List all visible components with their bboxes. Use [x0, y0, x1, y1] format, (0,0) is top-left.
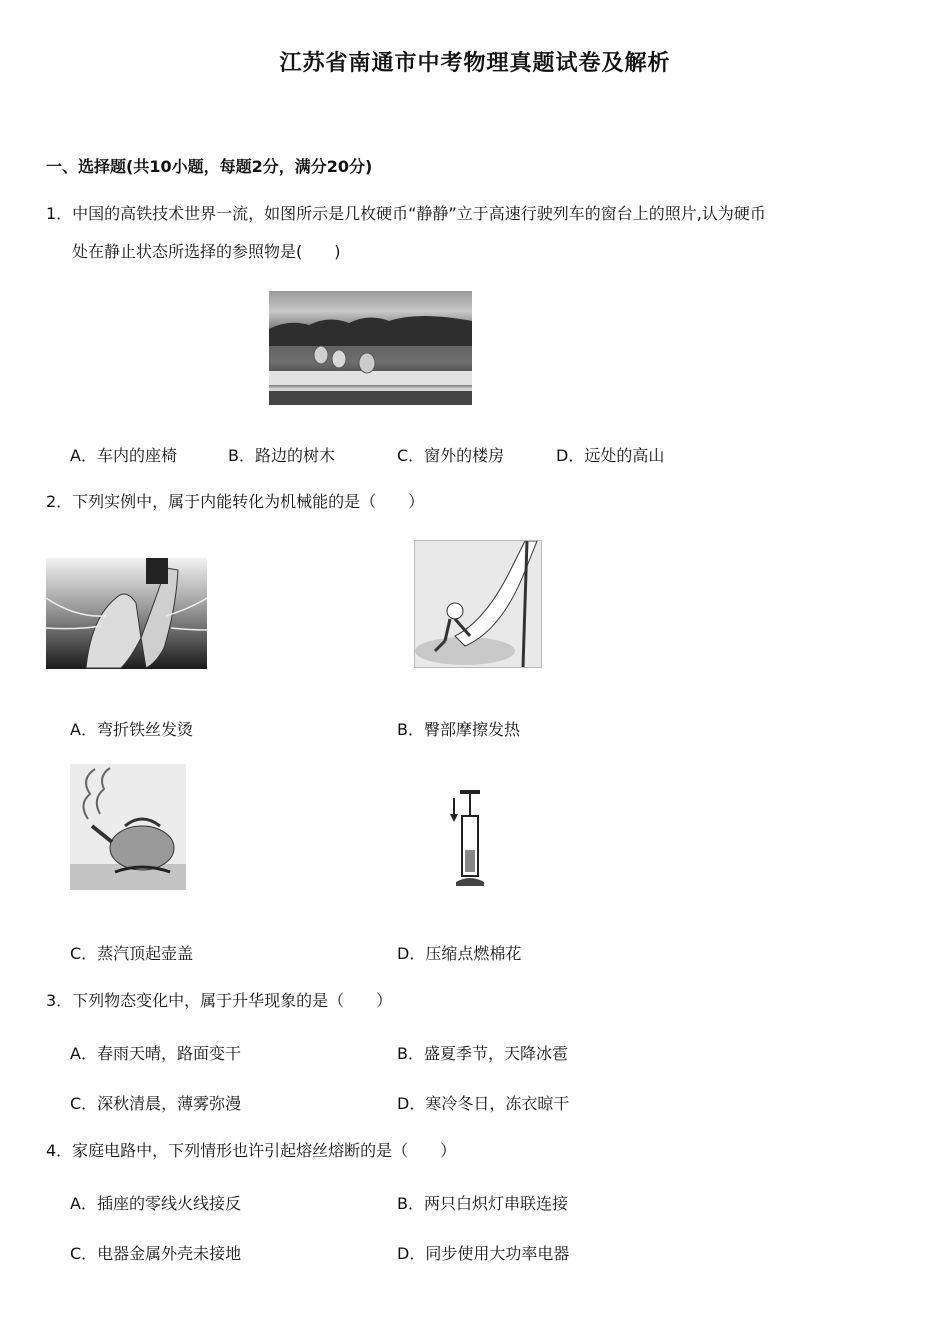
- page-title: 江苏省南通市中考物理真题试卷及解析: [279, 51, 671, 76]
- question-1-line2: 处在静止状态所选择的参照物是( ): [72, 242, 341, 261]
- q1-option-a: A．车内的座椅: [70, 446, 177, 465]
- q2-option-a: A．弯折铁丝发烫: [70, 720, 193, 739]
- bending-wire-photo: [46, 558, 207, 669]
- q2-option-d: D．压缩点燃棉花: [397, 944, 522, 963]
- air-compression-syringe-illustration: [446, 786, 490, 890]
- q1-option-b: B．路边的树木: [228, 446, 335, 465]
- q3-option-c: C．深秋清晨，薄雾弥漫: [70, 1094, 242, 1113]
- question-3: 3．下列物态变化中，属于升华现象的是（ ）: [46, 991, 393, 1010]
- coins-on-train-window-photo: [269, 291, 472, 405]
- q1-option-d: D．远处的高山: [556, 446, 665, 465]
- q1-option-c: C．窗外的楼房: [397, 446, 505, 465]
- q4-option-b: B．两只白炽灯串联连接: [397, 1194, 568, 1213]
- q4-option-a: A．插座的零线火线接反: [70, 1194, 241, 1213]
- q4-option-c: C．电器金属外壳未接地: [70, 1244, 242, 1263]
- q3-option-d: D．寒冷冬日，冻衣晾干: [397, 1094, 570, 1113]
- question-4: 4．家庭电路中，下列情形也许引起熔丝熔断的是（ ）: [46, 1141, 457, 1160]
- section-heading: 一、选择题(共10小题，每题2分，满分20分): [46, 157, 373, 176]
- q4-option-d: D．同步使用大功率电器: [397, 1244, 570, 1263]
- q3-option-b: B．盛夏季节，天降冰雹: [397, 1044, 568, 1063]
- kettle-steam-illustration: [70, 764, 186, 890]
- question-1-line1: 1．中国的高铁技术世界一流，如图所示是几枚硬币“静静”立于高速行驶列车的窗台上的照片,认为硬币: [46, 204, 766, 223]
- q2-option-c: C．蒸汽顶起壶盖: [70, 944, 194, 963]
- slide-friction-illustration: [414, 540, 542, 668]
- q2-option-b: B．臀部摩擦发热: [397, 720, 520, 739]
- question-2: 2．下列实例中，属于内能转化为机械能的是（ ）: [46, 492, 425, 511]
- q3-option-a: A．春雨天晴，路面变干: [70, 1044, 241, 1063]
